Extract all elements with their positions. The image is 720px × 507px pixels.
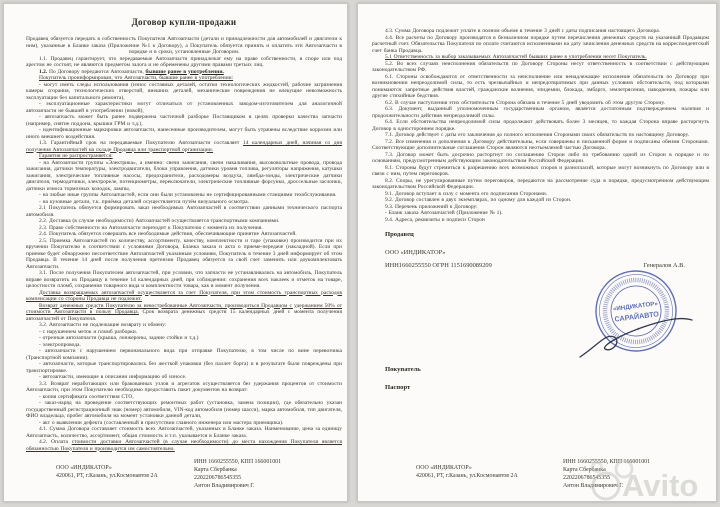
footer-card-number: 2202206786545355: [563, 475, 611, 481]
signature-stroke: [574, 307, 700, 363]
contract-paragraph: 5.1 Ответственность за выбор заказываемых Автозапчастей бывших ранее в употреблении несет Покупатель.: [385, 54, 647, 60]
contract-paragraph: - автозапчасти, имеющие в описании информацию об износе.: [39, 374, 187, 380]
footer-org-name: ООО «ИНДИКАТОР»: [56, 465, 112, 471]
seller-inn-ogrn: ИНН1660255550 ОГРН 1151690089209: [385, 262, 492, 269]
contract-paragraph: 9.1. Договор вступает в силу с момента его подписания Сторонами.: [385, 190, 548, 197]
page-1-body: [26, 36, 342, 452]
contract-paragraph: 7.2. Все изменения и дополнения к Договору действительны, если совершены в письменной форме и подписаны обеими Сторонами. Соответствующие дополнительные соглашения Сторон являются неотъемлемой частью Договора.: [372, 138, 709, 151]
contract-paragraph: - эксплуатационные характеристики могут отличаться от установленных заводом-изготовителем для аналогичной автозапчасти не бывшей в употреблении (новой),: [26, 101, 342, 114]
page-2-body: [372, 28, 709, 223]
avito-watermark-label: Avito: [622, 468, 699, 503]
page-1-footer: [4, 458, 347, 494]
stamp-center-line1: «ИНДИКАТОР»: [612, 300, 659, 313]
contract-paragraph: - автозапчасть может быть ранее подвержена частичной разборке Поставщиком в целях проверки качества запчасти (например, снятие поддона, крышки ГРМ и т.д.),: [26, 114, 342, 127]
contract-paragraph: 6.1. Стороны освобождаются от ответственности за неисполнение или ненадлежащее исполнение обязательств по Договору при возникновении непреодолимой силы, то есть чрезвычайных и непредотвратимых при данных условиях обстоятельств, под которыми понимаются: запретные действия властей, гражданские волнения, эпидемии, блокада, эмбарго, землетрясения, наводнения, пожары или другие стихийные бедствия.: [372, 73, 709, 99]
footer-inn-kpp: ИНН 1660255550, КПП 166001001: [563, 459, 651, 465]
contract-paragraph: 6.2. В случае наступления этих обстоятельств Сторона обязана в течение 5 дней уведомить об этом другую Сторону.: [385, 99, 665, 106]
stamp-center-line2: САРАЙАВТО: [613, 309, 660, 324]
seller-org-name: ООО «ИНДИКАТОР»: [385, 249, 446, 256]
footer-holder: Антон Владимирович Г.: [563, 483, 624, 489]
page-2-footer: [358, 458, 716, 494]
contract-paragraph: 4.4. Все расчеты по Договору производятся в безналичном порядке путем перечисления денежных средств на указанный Продавцом расчетный счет. Обязательства Покупателя по оплате считаются исполненными на дату зачисления денежных средств на корреспондентский счет банка Продавца.: [372, 34, 709, 54]
contract-paragraph: - могут иметь следы использования (износ составных деталей, остатки технологических жидкостей, рабочие загрязнения камеры сгорания, технологических отверстий, внешних деталей, механические повреждения не влекущие невозможность эксплуатации без капитального ремонта),: [26, 81, 342, 101]
footer-inn-kpp: ИНН 1660255550, КПП 166001001: [194, 459, 282, 465]
contract-paragraph: 6.3. Документ, выданный уполномоченным государственным органом, является достаточным подтверждением наличия и продолжительности действия непреодолимой силы.: [372, 106, 709, 119]
contract-paragraph: 1.2. По Договору передаются Автозапчасти, бывшие ранее в употреблении.: [39, 68, 224, 75]
contract-paragraph: 7.1. Договор действует с даты его заключения до полного исполнения Сторонами своих обязательств по настоящему Договору.: [385, 132, 690, 138]
footer-org-name: ООО «ИНДИКАТОР»: [416, 465, 472, 471]
buyer-heading: Покупатель: [385, 366, 421, 373]
footer-org-address: 420061, РТ, г.Казань, ул.Космонавтов 2А: [416, 473, 518, 479]
contract-paragraph: 9.4. Адреса, реквизиты и подписи Сторон: [385, 216, 485, 223]
document-title: Договор купли-продажи: [131, 17, 237, 27]
footer-org-address: 420061, РТ, г.Казань, ул.Космонавтов 2А: [56, 473, 158, 479]
contract-paragraph: - акт о выявлении дефекта (составленный в присутствии главного инженера или мастера приемщика).: [39, 419, 284, 426]
seller-signed-by: Генералов А.В.: [643, 262, 685, 269]
signatures-section: [372, 223, 709, 401]
contract-paragraph: - копия сертификата соответствия СТО,: [39, 393, 134, 400]
contract-paragraph: Продавец обязуется передать в собственность Покупателя Автозапчасти (детали и принадлежности для автомобилей и двигатели к ним), указанные в Бланке заказа (Приложение №1 к Договору), а Покупатель обязуется принять и оплатить эти Автозапчасти в порядке и в сроки, установленные Договором.: [26, 36, 342, 55]
contract-paragraph: Гарантия не распространяется:: [39, 153, 113, 159]
footer-requisites-column: [194, 458, 281, 490]
footer-requisites-column: [563, 458, 650, 490]
contract-paragraph: - автозапчасти с нарушением первоначального вида при отправке Покупателю, в том числе по вине перевозчика (Транспортной компании).: [26, 348, 342, 361]
passport-heading: Паспорт: [385, 384, 411, 391]
footer-holder: Антон Владимирович Г.: [194, 483, 255, 489]
contract-paragraph: 5.2. Во всех случаях неисполнения обязательств по Договору Стороны несут ответственность в соответствии с действующим законодательством РФ.: [372, 60, 709, 73]
contract-page-1: [3, 3, 348, 502]
contract-paragraph: 3.2. Автозапчасти не подлежащие возврату и обмену:: [39, 322, 167, 328]
contract-paragraph: - электропровода.: [39, 341, 81, 348]
contract-paragraph: - Бланк заказа Автозапчастей (Приложение № 1).: [385, 210, 503, 216]
contract-paragraph: 2.3. Право собственности на Автозапчасти переходит к Покупателю с момента их получения.: [39, 224, 263, 231]
contract-paragraph: - автозапчасти, которые транспортировались без жесткой упаковки (без паллет борта) и в результате были повреждены при транспортировке.: [26, 361, 342, 374]
contract-paragraph: Покупатель проинформирован, что Автозапчасти, бывшие ранее в употреблении:: [39, 75, 234, 81]
contract-paragraph: Возврат денежных средств Покупателю за невостребованные Автозапчасти, производиться Продавцом с удержанием 50% от стоимости Автозапчасти в пользу Продавца. Срок возврата денежных средств 15 календарных дней с момента получения автозапчастей от Покупателя.: [26, 302, 342, 322]
contract-paragraph: - отрезные автозапчасти (крыша, лонжероны, задние стойки и т.д.): [39, 335, 199, 341]
contract-paragraph: 1.1. Продавец гарантирует, что передаваемые Автозапчасти принадлежат ему на праве собственности, в споре или под арестом не состоят, не являются предметом залога и не обременены другими правами третьих лиц.: [26, 55, 342, 68]
contract-paragraph: 3.3. Возврат неработающих или бракованных узлов и агрегатов осуществляется без удержания процентов от стоимости Автозапчасти, при этом Покупателю необходимо предоставить пакет документов на возврат:: [26, 380, 342, 393]
contract-paragraph: 6.4. Если обстоятельства непреодолимой силы продолжают действовать более 3 месяцев, то каждая Сторона вправе расторгнуть Договор в одностороннем порядке.: [372, 119, 709, 132]
contract-paragraph: 9.2. Договор составлен в двух экземплярах, по одному для каждой из Сторон.: [385, 197, 572, 203]
contract-paragraph: - заказ-наряд на проведение соответствующих ремонтных работ (установка, замена позиции), где обязательно указан государственный регистрационный знак (номер) автомобиля, VIN-код автомобиля (номер шасси), марка автомобиля, тип двигателя, ФИО владельца, пробег автомобиля на момент установки данной детали,: [26, 400, 342, 419]
contract-paragraph: 4.1. Сумма Договора составляет стоимость всех Автозапчастей, указанных в Бланке заказа. Наименование, цена за единицу Автозапчасть, количество, ассортимент, общая стоимость и т.п. указывается в Бланке заказа.: [26, 426, 342, 439]
seller-heading: Продавец: [385, 231, 414, 238]
contract-paragraph: 2.1 Покупатель обязуется формировать заказ необходимых Автозапчастей в соответствии данными технического паспорта автомобиля.: [26, 205, 342, 218]
svg-text:+: +: [636, 326, 641, 334]
footer-bank: Карта Сбербанка: [194, 467, 237, 473]
contract-paragraph: 8.2. Споры, не урегулированные путем переговоров, передаются на рассмотрение суда в порядке, предусмотренном действующим законодательством Российской Федерации.: [372, 177, 709, 190]
footer-bank: Карта Сбербанка: [563, 467, 606, 473]
footer-org-column: [56, 464, 158, 480]
contract-paragraph: - на Автозапчасти группы «Электрика», а именно: свечи зажигания, свечи накаливания, высоковольтные провода, провода зажигания, датчики температуры, электродвигатели, блоки управления, датчики уровня топлива, регуляторы напряжения, катушки зажигания, электрические топливные насосы, предохранители, расходомеры воздуха, лямбда-зонды, электрические датчики двигателя, термодатчики, электрореле, потенциометры, переключатели, электрические топливные форсунки, дроссельные заслонки, датчики износа тормозных колодок, лампы,: [26, 159, 342, 192]
contract-paragraph: 3.1. После получения Покупателем автозапчастей, при условии, что запчасти не устанавливались на автомобиль, Покупатель вправе возвратить их Продавцу в течение 14 календарных дней, при соблюдении: сохранения всех наклеек и отметок на товаре, целостности пломб, сохранения товарного вида и комплектности товара, как в момент получения.: [26, 270, 342, 289]
contract-paragraph: Доставка возвращаемых автозапчастей осуществляется за счет Покупателя, при этом стоимость транспортных расходов компенсации со стороны Продавца не подлежит.: [26, 289, 342, 302]
contract-paragraph: 4.3. Сумма Договора подлежит уплате в полном объеме в течение 3 дней с даты подписания настоящего Договора.: [385, 28, 661, 34]
contract-paragraph: 2.4. Покупатель обязуется совершать все необходимые действия, обеспечивающие принятие Автозапчастей.: [39, 231, 297, 237]
contract-paragraph: 8.1. Стороны будут стремиться к разрешению всех возможных споров и разногласий, которые могут возникнуть по Договору или в связи с ним, путем переговоров.: [372, 164, 709, 177]
contract-paragraph: 7.3. Договор может быть досрочно расторгнут по соглашению Сторон либо по требованию одной из Сторон в порядке и по основаниям, предусмотренным действующим законодательством Российской Федерации.: [372, 151, 709, 164]
contract-paragraph: 9.3. Перечень приложений к Договору:: [385, 203, 478, 210]
contract-paragraph: - на любые иные группы Автозапчастей, если они были установлены не сертифицированными станциями техобслуживания.: [39, 192, 337, 198]
contract-paragraph: - идентификационные маркировки автозапчасти, нанесенные производителем, могут быть утрачены вследствие коррозии или иного внешнего воздействия.: [26, 127, 342, 140]
contract-paragraph: 2.2. Доставка (в случае необходимости) Автозапчастей осуществляется транспортными компаниями.: [39, 218, 280, 224]
contract-paragraph: 4.2. Оплата стоимости доставки Автозапчастей (в случае необходимости) до места нахождения Покупателя является обязанностью Покупателя и производится им самостоятельно.: [26, 439, 342, 452]
contract-paragraph: - с нарушением меток и пломб разборки.: [39, 328, 138, 335]
contract-paragraph: 2.5. Приемка Автозапчастей по количеству, ассортименту, качеству, комплектности и таре (упаковке) производится при их вручении Покупателю в соответствии с условиями Договора, Бланка заказа и акта о приеме-передаче (накладной). Если при приемке будет обнаружено несоответствие Автозапчастей указанным условиям, Покупатель в течение 3 дней информирует об этом Продавца. В течение 14 дней после получения претензии Продавец обязуется за свой счет заменить или доукомплектовать Автозапчасти.: [26, 237, 342, 270]
contract-paragraph: 1.3. Гарантийный срок на передаваемые Покупателю Автозапчасти составляет 14 календарных дней, начиная со дня получения Автозапчастей на складе Продавца или транспортной организации.: [26, 140, 342, 153]
footer-card-number: 2202206786545355: [194, 475, 242, 481]
footer-org-column: [416, 464, 518, 480]
contract-page-2: [357, 3, 717, 502]
contract-paragraph: - на кузовные детали, т.к. приёмка деталей осуществляется путём визуального осмотра.: [39, 198, 249, 205]
